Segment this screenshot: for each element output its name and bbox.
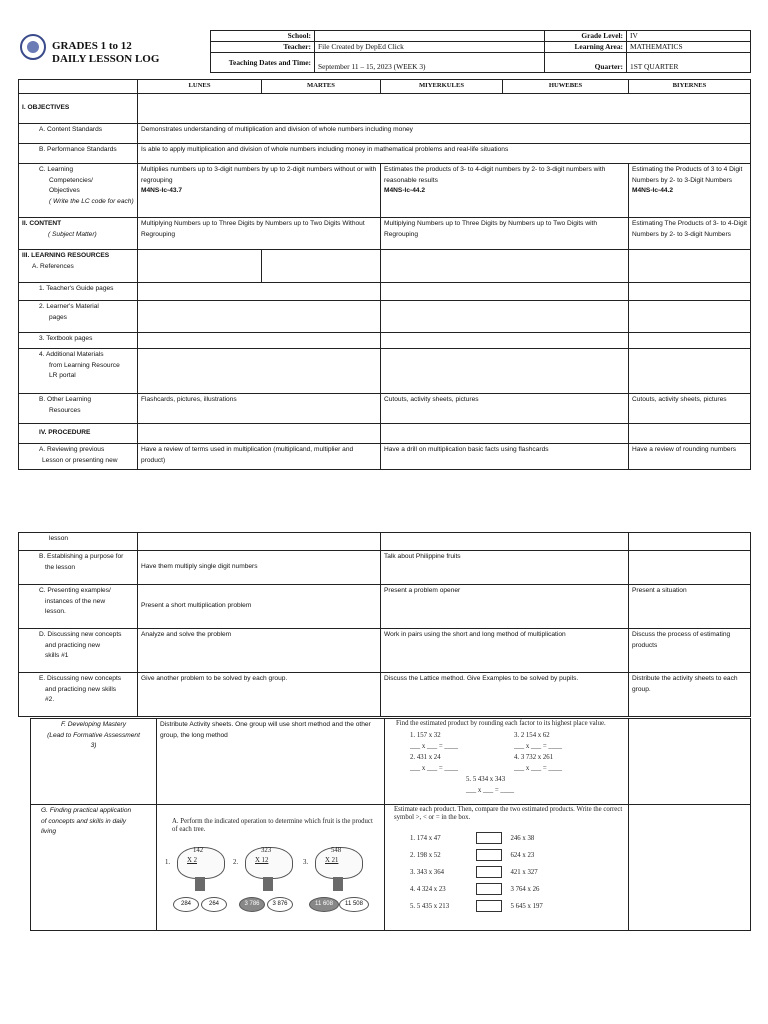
mastery-label [31, 719, 157, 805]
mastery-item-4-num: 4. [514, 754, 520, 761]
mastery-item-5 [388, 774, 625, 796]
purpose-miyerkules: Talk about Philippine fruits [381, 551, 629, 585]
discussing-1-miyerkules: Work in pairs using the short and long method of multiplication [381, 629, 629, 673]
day-header-martes: MARTES [262, 80, 381, 94]
practical-biyernes [629, 805, 751, 931]
reviewing-cont-miyerkules [381, 533, 629, 551]
discussing-2-label-1: E. Discussing new concepts [39, 675, 122, 682]
reviewing-label-2: Lesson or presenting new [42, 456, 118, 464]
competencies-label-1: C. Learning [39, 166, 74, 173]
tree-2-fruit-2: 3 876 [267, 897, 293, 912]
mastery-item-1-blank: ___ x ___ = ____ [410, 743, 459, 750]
competencies-label-4: ( Write the LC code for each) [49, 197, 134, 205]
compare-row-5-left: 5 435 x 213 [416, 903, 450, 910]
lesson-log-table-fg [30, 718, 751, 931]
other-resources-label [19, 394, 138, 424]
reviewing-label-continued: lesson [19, 533, 138, 551]
references-label: A. References [32, 262, 74, 270]
competencies-lunes [138, 164, 381, 218]
presenting-label-3: lesson. [45, 608, 66, 615]
teacher-value: File Created by DepEd Click [315, 42, 545, 53]
tree-3-multiplicand: 548 [331, 847, 342, 854]
mastery-item-3 [514, 730, 562, 752]
compare-row-1-num: 1. [410, 835, 416, 842]
practical-label-2: of concepts and skills in daily [41, 817, 127, 825]
competencies-biyernes-text: Estimating the Products of 3 to 4 Digit Numbers by 2- to 3-Digit Numbers [632, 166, 743, 184]
practical-label-3: living [41, 828, 57, 835]
other-resources-biyernes: Cutouts, activity sheets, pictures [629, 394, 751, 424]
compare-row-4-box[interactable] [476, 883, 502, 895]
presenting-lunes: Present a short multiplication problem [138, 585, 381, 629]
additional-materials-label-3: LR portal [49, 372, 76, 379]
resources-lunes [138, 250, 262, 283]
compare-row-1 [410, 830, 625, 847]
compare-row-4-right: 3 764 x 26 [510, 886, 540, 893]
discussing-1-label-2: and practicing new [45, 641, 100, 649]
discussing-1-biyernes: Discuss the process of estimating products [629, 629, 751, 673]
school-label: School: [211, 31, 315, 42]
day-header-blank [19, 80, 138, 94]
compare-list [388, 830, 625, 915]
mastery-item-3-blank: ___ x ___ = ____ [514, 743, 563, 750]
mastery-item-4-problem: 3 732 x 261 [520, 754, 554, 761]
tree-3-number: 3. [303, 859, 309, 866]
mastery-biyernes [629, 719, 751, 805]
mastery-item-2-problem: 431 x 24 [416, 754, 441, 761]
objectives-cell [138, 94, 751, 124]
mastery-worksheet-instruction: Find the estimated product by rounding each factor to its highest place value. [396, 720, 606, 727]
learners-material-label-2: pages [49, 313, 67, 321]
reviewing-label [19, 444, 138, 470]
mastery-item-1-num: 1. [410, 732, 416, 739]
reviewing-cont-biyernes [629, 533, 751, 551]
tree-2-trunk [263, 877, 273, 891]
quarter-label: Quarter: [545, 53, 627, 73]
compare-row-2-left: 198 x 52 [416, 852, 441, 859]
discussing-1-label-3: skills #1 [45, 652, 69, 659]
tree-2-number: 2. [233, 859, 239, 866]
compare-row-3-box[interactable] [476, 866, 502, 878]
tree-3-trunk [333, 877, 343, 891]
mastery-item-2 [410, 752, 514, 774]
teachers-guide-miyerkules [381, 283, 629, 301]
learning-resources-label: III. LEARNING RESOURCES [22, 252, 110, 259]
performance-standards-value: Is able to apply multiplication and division of whole numbers including money in mathematical problems and real-life situations [138, 144, 751, 164]
compare-row-5 [410, 898, 625, 915]
competencies-lunes-code: M4NS-Ic-43.7 [141, 187, 183, 194]
other-resources-label-2: Resources [49, 406, 81, 414]
discussing-1-label [19, 629, 138, 673]
learners-material-miyerkules [381, 301, 629, 333]
mastery-item-5-num: 5. [466, 776, 472, 783]
teaching-dates-label: Teaching Dates and Time: [211, 53, 315, 73]
additional-materials-label [19, 349, 138, 394]
mastery-item-2-blank: ___ x ___ = ____ [410, 765, 459, 772]
tree-2-multiplier: X 12 [255, 857, 269, 864]
mastery-items-row-2 [388, 752, 625, 774]
mastery-label-2: (Lead to Formative Assessment [47, 731, 140, 739]
compare-row-2-num: 2. [410, 852, 416, 859]
discussing-2-lunes: Give another problem to be solved by each group. [138, 673, 381, 717]
learners-material-label-1: 2. Learner's Material [39, 303, 99, 310]
performance-standards-label: B. Performance Standards [19, 144, 138, 164]
learners-material-biyernes [629, 301, 751, 333]
quarter-value: 1ST QUARTER [627, 53, 751, 73]
mastery-label-1: F. Developing Mastery [60, 721, 127, 728]
tree-3-multiplier: X 21 [325, 857, 339, 864]
practical-miyerkules-worksheet [385, 805, 629, 931]
tree-3-fruit-1: 11 608 [309, 897, 339, 912]
tree-1-multiplier: X 2 [187, 857, 198, 864]
tree-1-trunk [195, 877, 205, 891]
tree-2-fruit-1: 3 786 [239, 897, 265, 912]
compare-row-2-right: 624 x 23 [510, 852, 535, 859]
day-header-biyernes: BIYERNES [629, 80, 751, 94]
competencies-label-3: Objectives [49, 187, 80, 194]
compare-row-2 [410, 847, 625, 864]
compare-row-3-num: 3. [410, 869, 416, 876]
reviewing-lunes: Have a review of terms used in multiplication (multiplicand, multiplier and product) [138, 444, 381, 470]
header-table [210, 30, 751, 73]
textbook-pages-label: 3. Textbook pages [19, 333, 138, 349]
learning-area-label: Learning Area: [545, 42, 627, 53]
form-title [52, 40, 159, 66]
presenting-miyerkules: Present a problem opener [381, 585, 629, 629]
discussing-2-biyernes: Distribute the activity sheets to each group. [629, 673, 751, 717]
presenting-biyernes: Present a situation [629, 585, 751, 629]
reviewing-cont-lunes [138, 533, 381, 551]
compare-row-5-right: 5 645 x 197 [510, 903, 543, 910]
tree-3-fruit-2: 11 508 [339, 897, 369, 912]
competencies-label-2: Competencies/ [49, 176, 93, 184]
other-resources-lunes: Flashcards, pictures, illustrations [138, 394, 381, 424]
title-line-2: DAILY LESSON LOG [52, 53, 160, 65]
grade-level-value: IV [627, 31, 751, 42]
competencies-miyerkules [381, 164, 629, 218]
competencies-miyerkules-code: M4NS-Ic-44.2 [384, 187, 426, 194]
tree-1-number: 1. [165, 859, 171, 866]
mastery-worksheet [388, 720, 625, 796]
mastery-item-4-blank: ___ x ___ = ____ [514, 765, 563, 772]
purpose-label [19, 551, 138, 585]
competencies-lunes-text: Multiplies numbers up to 3-digit numbers by up to 2-digit numbers without or with regrouping [141, 166, 377, 184]
school-value [315, 31, 545, 42]
tree-2-multiplicand: 323 [261, 847, 272, 854]
discussing-2-label [19, 673, 138, 717]
purpose-biyernes [629, 551, 751, 585]
textbook-pages-miyerkules [381, 333, 629, 349]
compare-row-3-left: 343 x 364 [416, 869, 444, 876]
mastery-item-1-problem: 157 x 32 [416, 732, 441, 739]
other-resources-label-1: B. Other Learning [39, 396, 92, 403]
content-sublabel: ( Subject Matter) [48, 230, 97, 238]
purpose-lunes: Have them multiply single digit numbers [138, 551, 381, 585]
day-header-huwebes: HUWEBES [503, 80, 629, 94]
practical-lunes-worksheet [157, 805, 385, 931]
mastery-items-row-1 [388, 730, 625, 752]
practical-label [31, 805, 157, 931]
teaching-dates-value: September 11 – 15, 2023 (WEEK 3) [315, 53, 545, 73]
mastery-lunes: Distribute Activity sheets. One group will use short method and the other group, the long method [157, 719, 385, 805]
purpose-label-1: B. Establishing a purpose for [39, 553, 124, 560]
mastery-label-3: 3) [90, 742, 97, 749]
mastery-item-5-problem: 5 434 x 343 [472, 776, 506, 783]
content-label-cell [19, 218, 138, 250]
compare-row-4-left: 4 324 x 23 [416, 886, 446, 893]
additional-materials-miyerkules [381, 349, 629, 394]
compare-row-5-num: 5. [410, 903, 416, 910]
resources-biyernes [629, 250, 751, 283]
competencies-biyernes-code: M4NS-Ic-44.2 [632, 187, 674, 194]
grade-level-label: Grade Level: [545, 31, 627, 42]
compare-row-1-left: 174 x 47 [416, 835, 441, 842]
procedure-biyernes [629, 424, 751, 444]
mastery-item-4 [514, 752, 562, 774]
presenting-label-1: C. Presenting examples/ [39, 587, 111, 594]
mastery-item-5-blank: ___ x ___ = ____ [466, 787, 515, 794]
learners-material-lunes [138, 301, 381, 333]
mastery-item-3-problem: 2 154 x 62 [520, 732, 550, 739]
objectives-label: I. OBJECTIVES [19, 94, 138, 124]
discussing-2-label-2: and practicing new skills [45, 685, 117, 693]
textbook-pages-biyernes [629, 333, 751, 349]
compare-row-4-num: 4. [410, 886, 416, 893]
competencies-miyerkules-text: Estimates the products of 3- to 4-digit numbers by 2- to 3-digit numbers with reasonable results [384, 166, 606, 184]
content-miyerkules: Multiplying Numbers up to Three Digits by Numbers up to Two Digits with Regrouping [381, 218, 629, 250]
textbook-pages-lunes [138, 333, 381, 349]
reviewing-label-1: A. Reviewing previous [39, 446, 105, 453]
lesson-log-table-page1 [18, 79, 751, 470]
additional-materials-biyernes [629, 349, 751, 394]
compare-row-4 [410, 881, 625, 898]
content-label: II. CONTENT [22, 220, 62, 227]
compare-row-3 [410, 864, 625, 881]
learning-area-value: MATHEMATICS [627, 42, 751, 53]
compare-row-1-right: 246 x 38 [510, 835, 535, 842]
additional-materials-label-2: from Learning Resource [49, 361, 120, 369]
resources-label-cell [19, 250, 138, 283]
tree-1-fruit-1: 284 [173, 897, 199, 912]
deped-logo [20, 34, 46, 60]
practical-label-1: G. Finding practical application [41, 807, 132, 814]
content-standards-value: Demonstrates understanding of multiplication and division of whole numbers including money [138, 124, 751, 144]
content-lunes: Multiplying Numbers up to Three Digits by Numbers up to Two Digits Without Regrouping [138, 218, 381, 250]
day-header-row [19, 80, 751, 94]
procedure-lunes [138, 424, 381, 444]
compare-instruction: Estimate each product. Then, compare the two estimated products. Write the correct symbol >, < or = in the box. [394, 806, 623, 821]
purpose-label-2: the lesson [45, 563, 76, 571]
discussing-1-lunes: Analyze and solve the problem [138, 629, 381, 673]
fruit-tree-instruction: A. Perform the indicated operation to determine which fruit is the product of each tree. [172, 818, 373, 833]
procedure-miyerkules [381, 424, 629, 444]
mastery-item-1 [410, 730, 514, 752]
teachers-guide-label: 1. Teacher's Guide pages [19, 283, 138, 301]
procedure-label: IV. PROCEDURE [19, 424, 138, 444]
discussing-1-label-1: D. Discussing new concepts [39, 631, 122, 638]
compare-row-3-right: 421 x 327 [510, 869, 538, 876]
presenting-label [19, 585, 138, 629]
day-header-lunes: LUNES [138, 80, 262, 94]
resources-martes [262, 250, 381, 283]
reviewing-biyernes: Have a review of rounding numbers [629, 444, 751, 470]
mastery-item-2-num: 2. [410, 754, 416, 761]
teachers-guide-biyernes [629, 283, 751, 301]
presenting-label-2: instances of the new [45, 597, 106, 605]
teachers-guide-lunes [138, 283, 381, 301]
learners-material-label [19, 301, 138, 333]
title-line-1: GRADES 1 to 12 [52, 40, 132, 52]
mastery-item-3-num: 3. [514, 732, 520, 739]
teacher-label: Teacher: [211, 42, 315, 53]
additional-materials-label-1: 4. Additional Materials [39, 351, 104, 358]
reviewing-miyerkules: Have a drill on multiplication basic facts using flashcards [381, 444, 629, 470]
competencies-label [19, 164, 138, 218]
discussing-2-label-3: #2. [45, 696, 55, 703]
day-header-miyerkules: MIYERKULES [381, 80, 503, 94]
compare-row-2-box[interactable] [476, 849, 502, 861]
discussing-2-miyerkules: Discuss the Lattice method. Give Examples to be solved by pupils. [381, 673, 629, 717]
competencies-biyernes [629, 164, 751, 218]
compare-row-1-box[interactable] [476, 832, 502, 844]
tree-1-multiplicand: 142 [193, 847, 204, 854]
resources-miyerkules [381, 250, 629, 283]
content-biyernes: Estimating The Products of 3- to 4-Digit Numbers by 2- to 3-digit Numbers [629, 218, 751, 250]
additional-materials-lunes [138, 349, 381, 394]
compare-row-5-box[interactable] [476, 900, 502, 912]
content-standards-label: A. Content Standards [19, 124, 138, 144]
mastery-miyerkules-worksheet [385, 719, 629, 805]
other-resources-miyerkules: Cutouts, activity sheets, pictures [381, 394, 629, 424]
tree-1-fruit-2: 264 [201, 897, 227, 912]
lesson-log-table-page2 [18, 532, 751, 717]
